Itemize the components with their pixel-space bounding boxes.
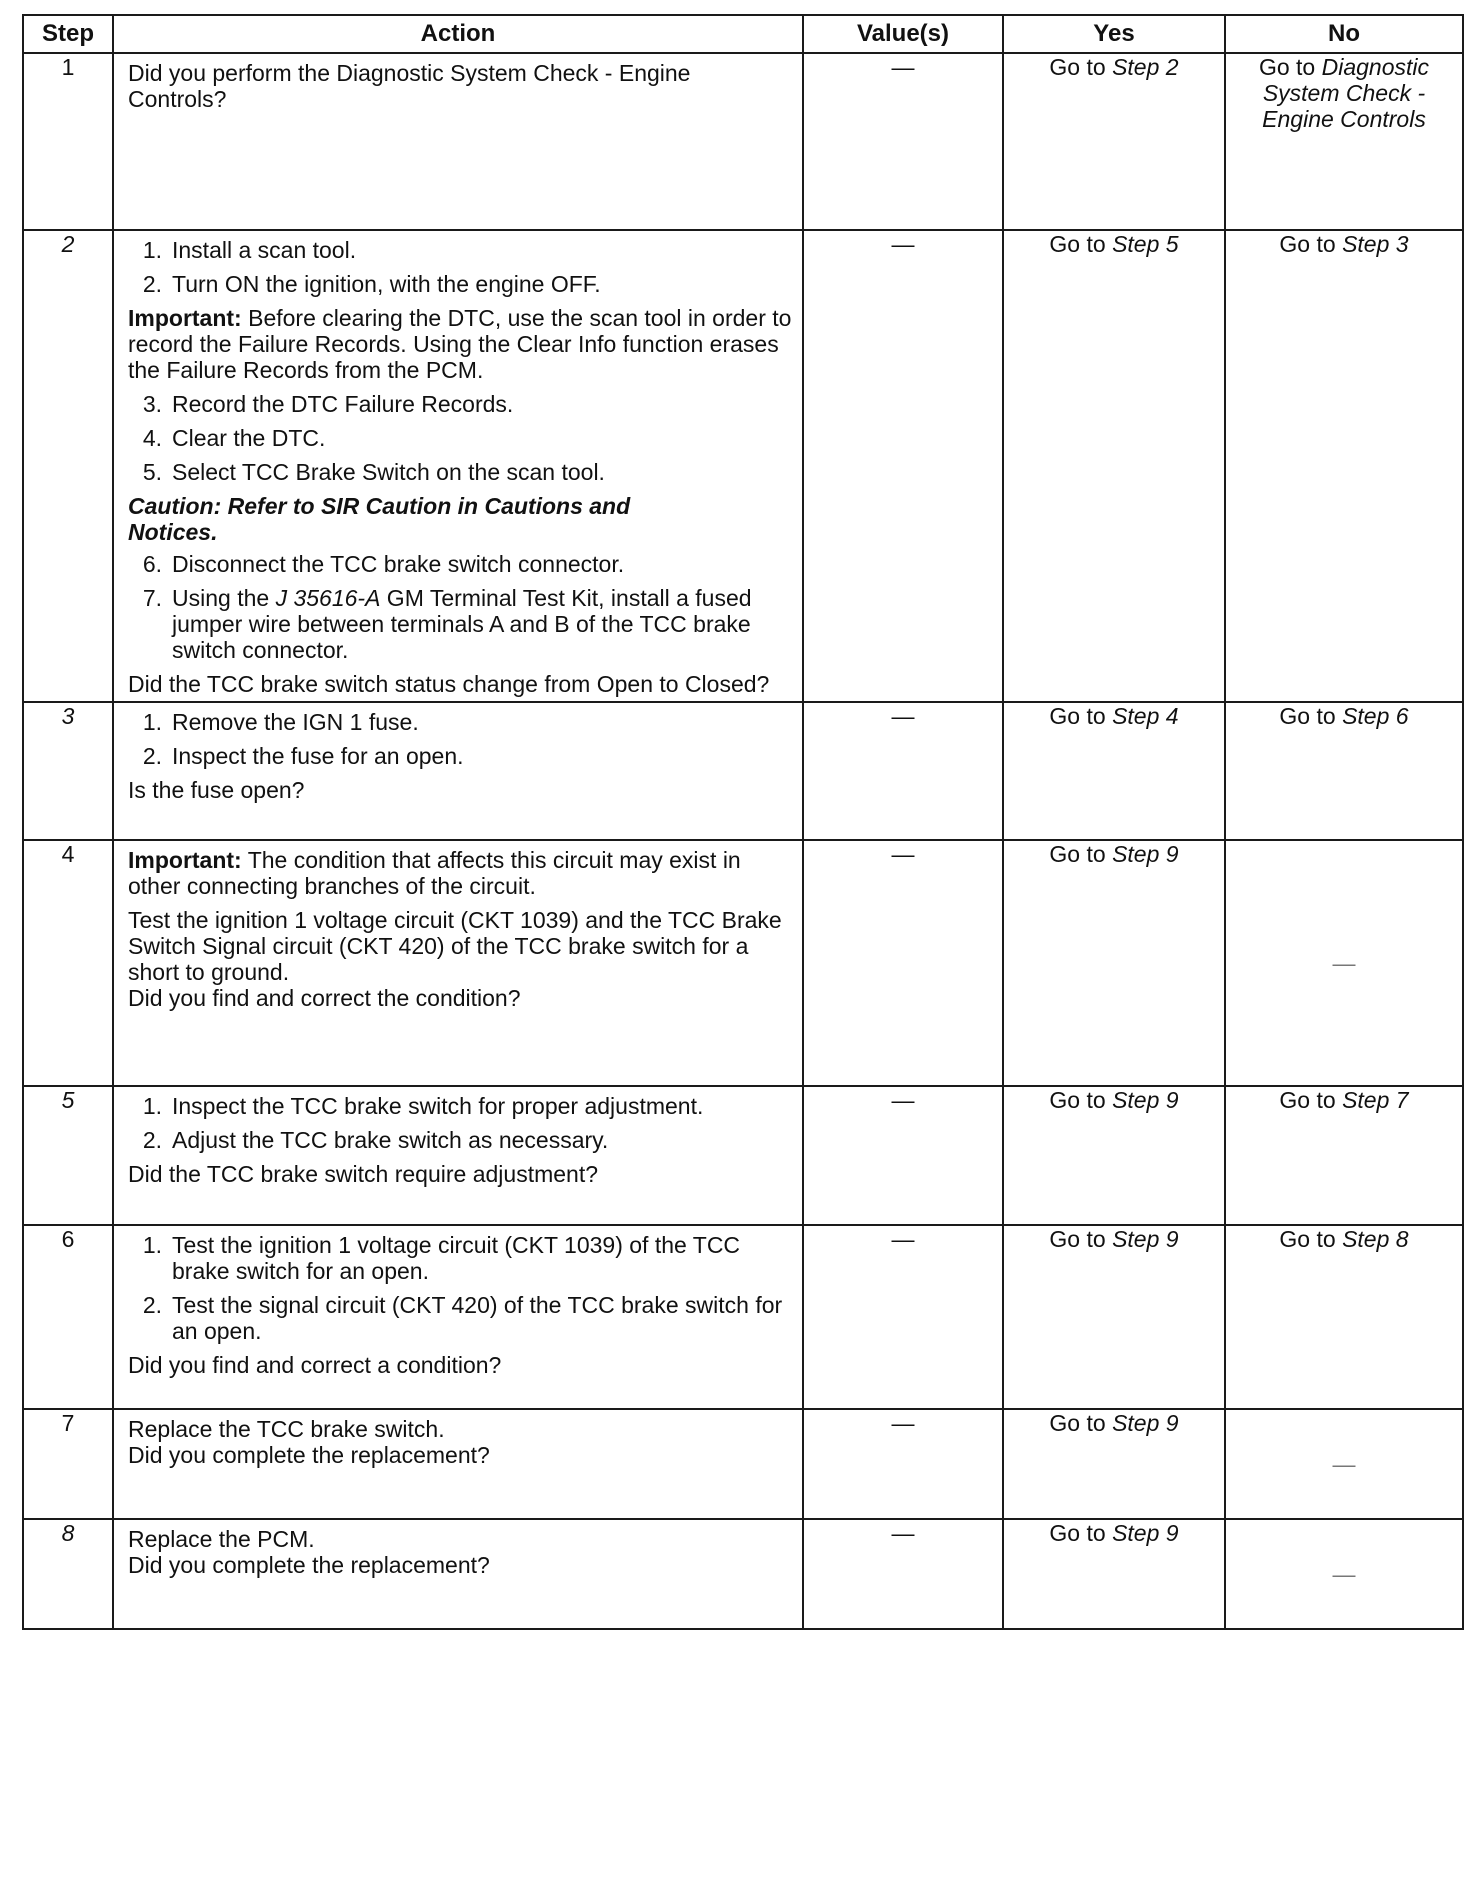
question-text: Is the fuse open? xyxy=(128,777,305,803)
question-text: Did the TCC brake switch require adjustment? xyxy=(128,1161,599,1187)
action-cell xyxy=(113,1225,803,1409)
header-no: No xyxy=(1225,15,1463,53)
table-row xyxy=(23,230,1463,702)
no-link[interactable]: Diagnostic System Check - Engine Controls xyxy=(1262,54,1430,132)
step-number: 7 xyxy=(23,1409,113,1519)
list-item: 1. Inspect the TCC brake switch for proper adjustment. xyxy=(142,1093,704,1119)
table-row xyxy=(23,840,1463,1086)
list-item: 1. Install a scan tool. xyxy=(142,237,357,263)
list-item: 2. Test the signal circuit (CKT 420) of the TCC brake switch for an open. xyxy=(142,1292,783,1344)
step-number: 2 xyxy=(23,230,113,702)
value-cell: — xyxy=(803,1225,1003,1409)
no-cell: — xyxy=(1225,1519,1463,1629)
caution-note: Caution: Refer to SIR Caution in Cautions and Notices. xyxy=(128,493,631,545)
yes-link[interactable]: Step 9 xyxy=(1112,1520,1179,1546)
important-note: Important: The condition that affects this circuit may exist in other connecting branches of the circuit. xyxy=(128,847,741,899)
yes-link[interactable]: Step 9 xyxy=(1112,1226,1179,1252)
yes-link[interactable]: Step 2 xyxy=(1112,54,1179,80)
no-cell: Go to Step 3 xyxy=(1225,230,1463,702)
yes-cell: Go to Step 9 xyxy=(1003,1409,1225,1519)
no-cell: — xyxy=(1225,1409,1463,1519)
list-item: 2. Inspect the fuse for an open. xyxy=(142,743,464,769)
list-item: 3. Record the DTC Failure Records. xyxy=(142,391,514,417)
value-cell: — xyxy=(803,1409,1003,1519)
no-link[interactable]: Step 7 xyxy=(1342,1087,1409,1113)
list-item: 6. Disconnect the TCC brake switch connector. xyxy=(142,551,625,577)
list-item: 5. Select TCC Brake Switch on the scan tool. xyxy=(142,459,605,485)
list-item: 2. Turn ON the ignition, with the engine OFF. xyxy=(142,271,601,297)
action-text: Replace the TCC brake switch. xyxy=(128,1416,445,1442)
yes-cell: Go to Step 2 xyxy=(1003,53,1225,230)
header-values: Value(s) xyxy=(803,15,1003,53)
step-number: 8 xyxy=(23,1519,113,1629)
table-row xyxy=(23,702,1463,840)
important-note: Important: Before clearing the DTC, use the scan tool in order to record the Failure Records. Using the Clear Info function erases the Failure Records from the PCM. xyxy=(128,305,792,383)
yes-link[interactable]: Step 4 xyxy=(1112,703,1179,729)
no-cell: Go to Step 6 xyxy=(1225,702,1463,840)
list-item: 1. Remove the IGN 1 fuse. xyxy=(142,709,419,735)
yes-link[interactable]: Step 9 xyxy=(1112,1087,1179,1113)
action-cell xyxy=(113,230,803,702)
question-text: Did you complete the replacement? xyxy=(128,1552,490,1578)
value-cell: — xyxy=(803,53,1003,230)
question-text: Did you complete the replacement? xyxy=(128,1442,490,1468)
list-item: 7. Using the J 35616-A GM Terminal Test Kit, install a fused jumper wire between terminals A and B of the TCC brake switch connector. xyxy=(142,585,752,663)
yes-cell: Go to Step 9 xyxy=(1003,1519,1225,1629)
header-row xyxy=(23,15,1463,53)
no-cell: Go to Step 7 xyxy=(1225,1086,1463,1225)
no-cell: — xyxy=(1225,840,1463,1086)
step-number: 1 xyxy=(23,53,113,230)
action-cell xyxy=(113,702,803,840)
yes-link[interactable]: Step 9 xyxy=(1112,1410,1179,1436)
step-number: 6 xyxy=(23,1225,113,1409)
value-cell: — xyxy=(803,840,1003,1086)
question-text: Did you find and correct the condition? xyxy=(128,985,521,1011)
yes-cell: Go to Step 9 xyxy=(1003,1225,1225,1409)
question-text: Did you find and correct a condition? xyxy=(128,1352,502,1378)
header-step: Step xyxy=(23,15,113,53)
list-item: 2. Adjust the TCC brake switch as necessary. xyxy=(142,1127,609,1153)
action-cell xyxy=(113,840,803,1086)
value-cell: — xyxy=(803,1519,1003,1629)
question-text: Did the TCC brake switch status change from Open to Closed? xyxy=(128,671,770,697)
action-cell xyxy=(113,53,803,230)
header-yes: Yes xyxy=(1003,15,1225,53)
step-number: 4 xyxy=(23,840,113,1086)
yes-cell: Go to Step 5 xyxy=(1003,230,1225,702)
action-cell xyxy=(113,1086,803,1225)
action-text: Test the ignition 1 voltage circuit (CKT 1039) and the TCC Brake Switch Signal circuit (CKT 420) of the TCC brake switch for a short to ground. xyxy=(128,907,782,985)
no-cell: Go to Diagnostic System Check - Engine Controls xyxy=(1225,53,1463,230)
action-text: Replace the PCM. xyxy=(128,1526,315,1552)
yes-cell: Go to Step 4 xyxy=(1003,702,1225,840)
yes-link[interactable]: Step 5 xyxy=(1112,231,1179,257)
value-cell: — xyxy=(803,702,1003,840)
yes-cell: Go to Step 9 xyxy=(1003,840,1225,1086)
table-row xyxy=(23,53,1463,230)
step-number: 3 xyxy=(23,702,113,840)
table-row xyxy=(23,1086,1463,1225)
table-row xyxy=(23,1225,1463,1409)
no-link[interactable]: Step 3 xyxy=(1342,231,1409,257)
header-action: Action xyxy=(113,15,803,53)
step-number: 5 xyxy=(23,1086,113,1225)
table-row xyxy=(23,1409,1463,1519)
no-cell: Go to Step 8 xyxy=(1225,1225,1463,1409)
no-link[interactable]: Step 6 xyxy=(1342,703,1409,729)
list-item: 1. Test the ignition 1 voltage circuit (CKT 1039) of the TCC brake switch for an open. xyxy=(142,1232,741,1284)
question-text: Did you perform the Diagnostic System Check - Engine Controls? xyxy=(128,60,691,112)
diagnostic-table xyxy=(22,14,1464,1630)
value-cell: — xyxy=(803,1086,1003,1225)
list-item: 4. Clear the DTC. xyxy=(142,425,326,451)
action-cell xyxy=(113,1519,803,1629)
tool-reference: J 35616-A xyxy=(275,585,381,611)
yes-link[interactable]: Step 9 xyxy=(1112,841,1179,867)
table-row xyxy=(23,1519,1463,1629)
value-cell: — xyxy=(803,230,1003,702)
yes-cell: Go to Step 9 xyxy=(1003,1086,1225,1225)
action-cell xyxy=(113,1409,803,1519)
no-link[interactable]: Step 8 xyxy=(1342,1226,1409,1252)
